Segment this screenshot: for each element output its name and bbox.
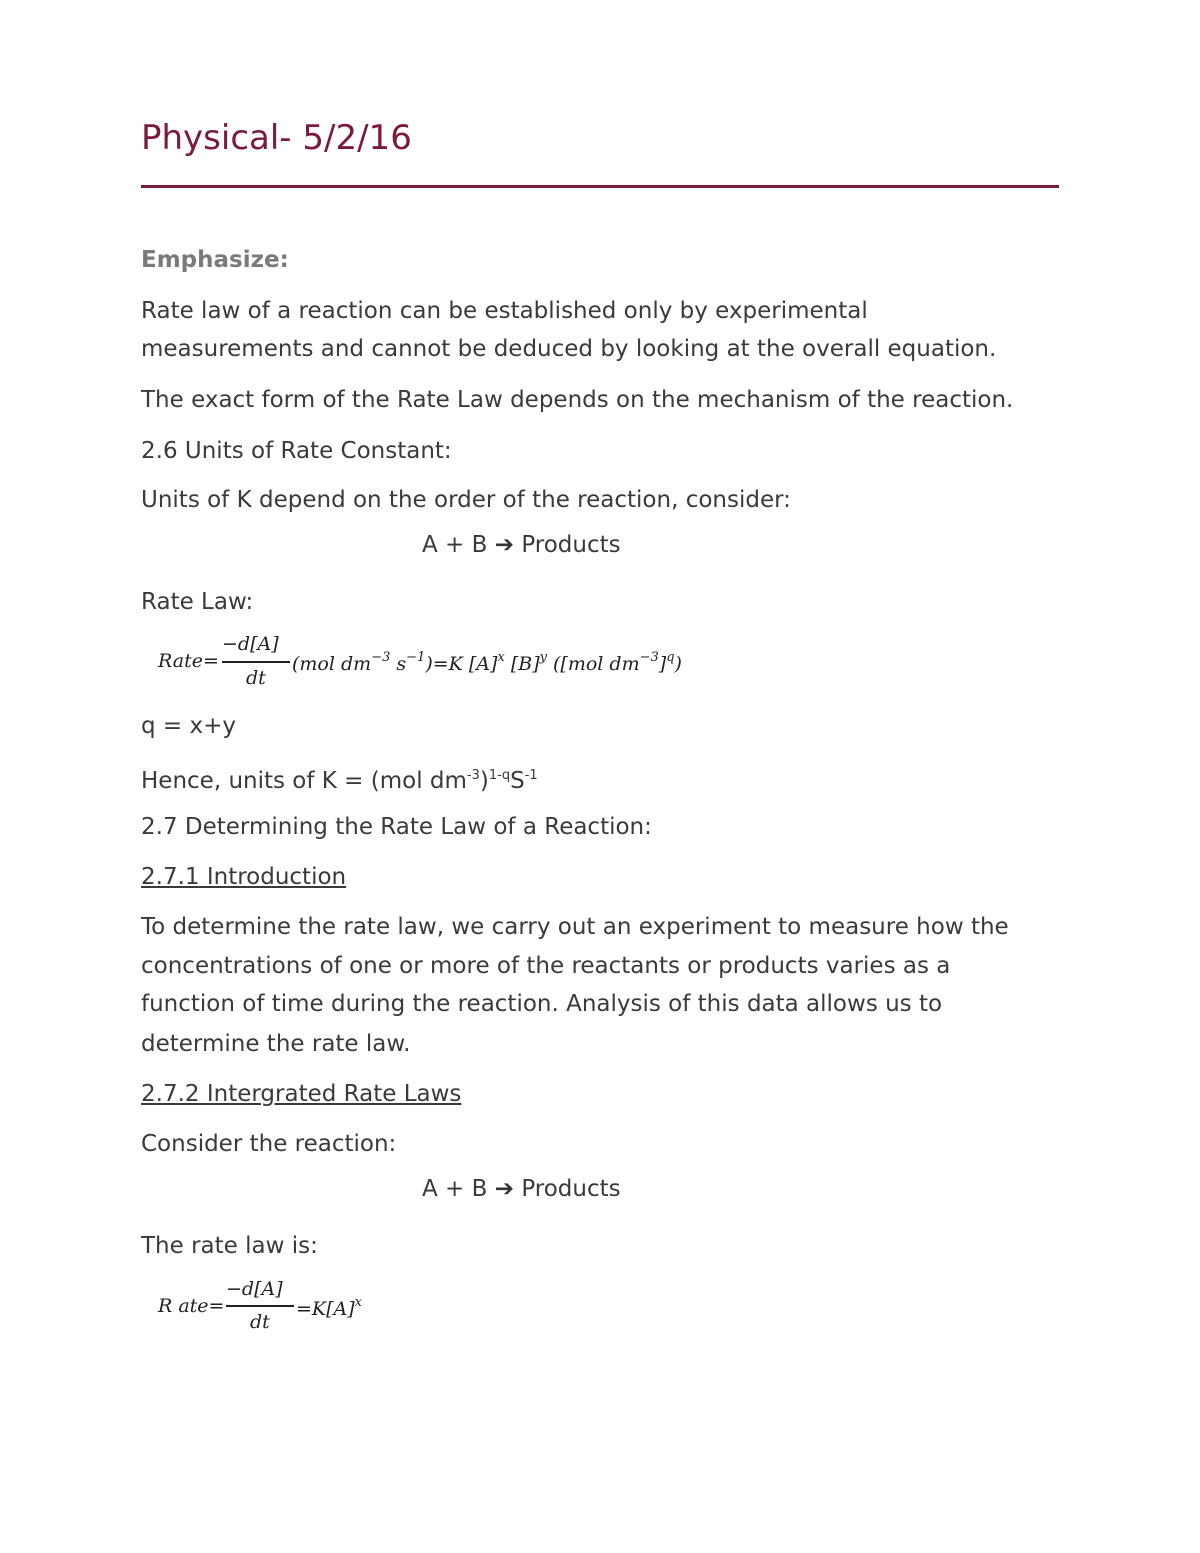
equation-1-fraction-bar xyxy=(222,661,290,663)
paragraph-3: Units of K depend on the order of the reaction, consider: xyxy=(141,487,791,513)
q-definition: q = x+y xyxy=(141,713,236,739)
title-divider xyxy=(141,185,1059,188)
units-of-k: Hence, units of K = (mol $dm^{-3})^{1-q}S^{-1}$ xyxy=(141,768,538,794)
equation-1-numerator: −d[A] xyxy=(222,633,279,655)
equation-1-rhs: (mol $dm^{-3}$ $s^{-1})=K$ $[A]^x$ $[B]^y$ ([mol $dm^{-3}]^q$) xyxy=(292,650,682,675)
right-arrow-icon: ➔ xyxy=(494,532,514,558)
right-arrow-icon: ➔ xyxy=(494,1176,514,1202)
paragraph-4-line-1: To determine the rate law, we carry out an experiment to measure how the xyxy=(141,914,1009,940)
reaction-equation-2 xyxy=(422,1176,621,1202)
rate-law-label: Rate Law: xyxy=(141,589,254,615)
paragraph-5: Consider the reaction: xyxy=(141,1131,397,1157)
equation-2-numerator: −d[A] xyxy=(226,1278,283,1300)
emphasize-label: Emphasize: xyxy=(141,247,289,273)
reactants: A + B xyxy=(422,1176,488,1202)
heading-units-rate-constant: 2.6 Units of Rate Constant: xyxy=(141,438,452,464)
equation-1-denominator: dt xyxy=(246,667,266,689)
products: Products xyxy=(521,1176,621,1202)
paragraph-4-line-4: determine the rate law. xyxy=(141,1031,411,1057)
heading-integrated-rate-laws: 2.7.2 Intergrated Rate Laws xyxy=(141,1081,462,1107)
paragraph-4-line-2: concentrations of one or more of the reactants or products varies as a xyxy=(141,953,951,979)
equation-2-rhs: $=K[A]^x$ xyxy=(296,1295,363,1320)
reaction-equation-1 xyxy=(422,532,621,558)
page-title: Physical- 5/2/16 xyxy=(141,118,412,158)
equation-2-fraction-bar xyxy=(226,1305,294,1307)
heading-determining-rate-law: 2.7 Determining the Rate Law of a Reaction: xyxy=(141,814,652,840)
equation-1-lhs: Rate= xyxy=(158,650,219,672)
heading-introduction: 2.7.1 Introduction xyxy=(141,864,347,890)
reactants: A + B xyxy=(422,532,488,558)
equation-2-lhs: R ate= xyxy=(158,1295,225,1317)
paragraph-4-line-3: function of time during the reaction. Analysis of this data allows us to xyxy=(141,991,943,1017)
products: Products xyxy=(521,532,621,558)
equation-2-denominator: dt xyxy=(250,1311,270,1333)
paragraph-1-line-1: Rate law of a reaction can be established only by experimental xyxy=(141,298,868,324)
paragraph-2: The exact form of the Rate Law depends on the mechanism of the reaction. xyxy=(141,387,1014,413)
paragraph-6: The rate law is: xyxy=(141,1233,318,1259)
paragraph-1-line-2: measurements and cannot be deduced by looking at the overall equation. xyxy=(141,336,997,362)
